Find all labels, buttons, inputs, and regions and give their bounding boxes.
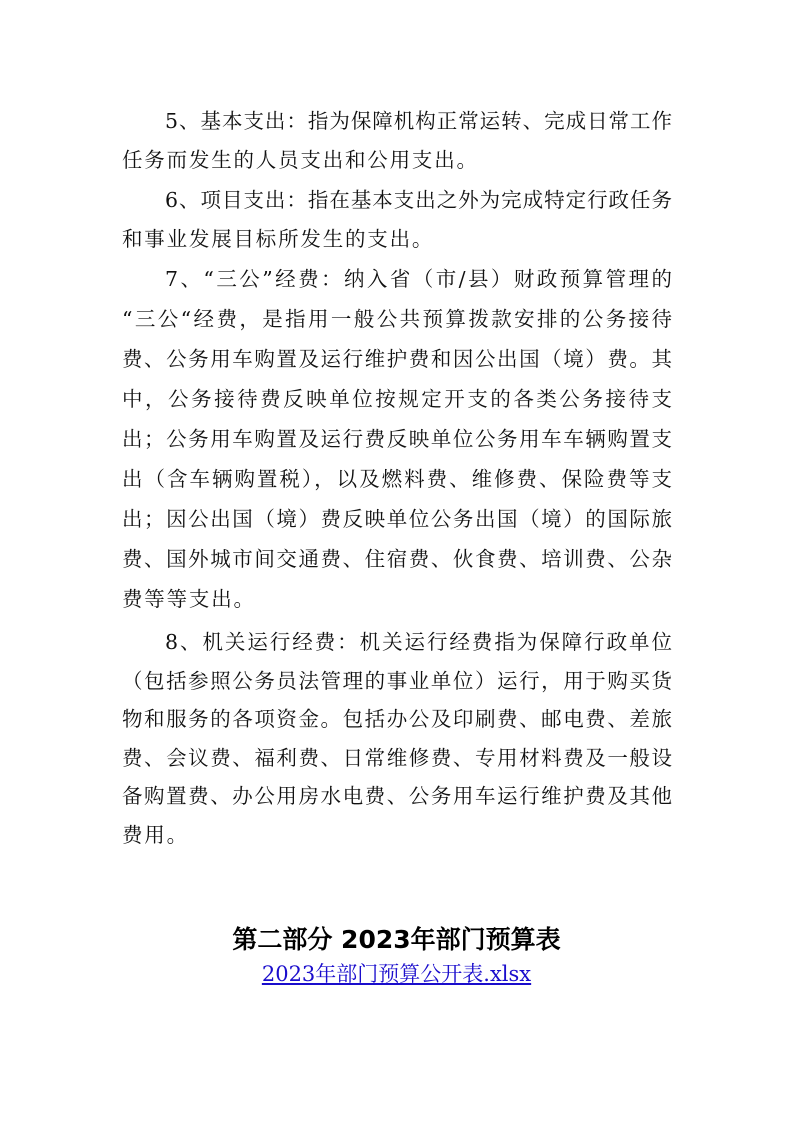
paragraph-line: 费等等支出。 <box>122 587 256 611</box>
paragraph-line: （包括参照公务员法管理的事业单位）运行，用于购买货 <box>122 668 672 693</box>
section-heading: 第二部分 2023年部门预算表 <box>232 925 561 954</box>
paragraph-line: “三公“经费，是指用一般公共预算拨款安排的公务接待 <box>122 307 672 331</box>
paragraph-line: 7、“三公”经费：纳入省（市/县）财政预算管理的 <box>165 267 672 291</box>
paragraph-line: 出；因公出国（境）费反映单位公务出国（境）的国际旅 <box>122 507 672 531</box>
paragraph-line: 和事业发展目标所发生的支出。 <box>122 226 435 251</box>
attachment-link[interactable]: 2023年部门预算公开表.xlsx <box>261 962 532 986</box>
paragraph-line: 费、会议费、福利费、日常维修费、专用材料费及一般设 <box>122 745 672 770</box>
paragraph-project-expenditure <box>122 181 672 258</box>
paragraph-basic-expenditure <box>122 102 672 179</box>
paragraph-line: 费、国外城市间交通费、住宿费、伙食费、培训费、公杂 <box>122 547 672 571</box>
paragraph-line: 费、公务用车购置及运行维护费和因公出国（境）费。其 <box>122 347 672 371</box>
paragraph-line: 5、基本支出：指为保障机构正常运转、完成日常工作 <box>165 109 672 133</box>
paragraph-line: 中，公务接待费反映单位按规定开支的各类公务接待支 <box>122 387 672 411</box>
paragraph-line: 出；公务用车购置及运行费反映单位公务用车车辆购置支 <box>122 427 672 451</box>
paragraph-line: 出（含车辆购置税），以及燃料费、维修费、保险费等支 <box>122 467 672 491</box>
paragraph-line: 备购置费、办公用房水电费、公务用车运行维护费及其他 <box>122 784 672 809</box>
paragraph-line: 任务而发生的人员支出和公用支出。 <box>122 147 479 172</box>
paragraph-line: 物和服务的各项资金。包括办公及印刷费、邮电费、差旅 <box>122 707 672 732</box>
paragraph-line: 8、机关运行经费：机关运行经费指为保障行政单位 <box>165 630 672 654</box>
paragraph-agency-operating-expenses <box>122 623 672 855</box>
paragraph-line: 费用。 <box>122 822 189 847</box>
paragraph-three-public-expenses <box>122 259 672 619</box>
paragraph-line: 6、项目支出：指在基本支出之外为完成特定行政任务 <box>165 188 672 212</box>
